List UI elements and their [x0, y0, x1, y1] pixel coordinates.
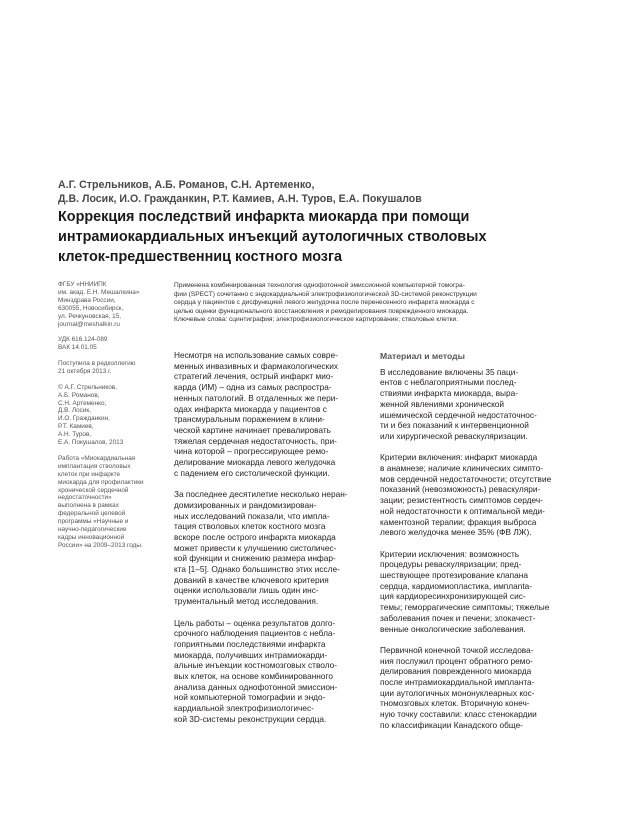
funding-note: [58, 455, 164, 550]
sidebar-line: им. акад. Е.Н. Мешалкина»: [58, 288, 140, 296]
text-line: показаний (невозможность) реваскуляри-: [380, 484, 541, 495]
text-line: или хирургической реваскуляризации.: [380, 430, 528, 441]
paragraph: [380, 452, 576, 538]
sidebar-line: ВАК 14.01.05: [58, 344, 97, 352]
text-line: срочного наблюдения пациентов с небла-: [174, 628, 336, 639]
text-line: кой 3D-системы реконструкции сердца.: [174, 713, 327, 724]
authors-line: А.Г. Стрельников, А.Б. Романов, С.Н. Артеменко,: [58, 179, 315, 191]
text-line: миокарда, получивших интрамиокарди-: [174, 649, 328, 660]
text-line: ентов с неблагоприятными послед-: [380, 377, 517, 388]
sidebar-line: хронической сердечной: [58, 486, 129, 494]
text-line: ных исследований показали, что импла-: [174, 510, 330, 521]
text-line: ческой картине начинает превалировать: [174, 424, 331, 435]
article-title: [58, 208, 588, 267]
text-line: кой функции и снижению размера инфар-: [174, 553, 336, 564]
text-line: чина которой – прогрессирующее ремо-: [174, 446, 329, 457]
abstract-line: целью оценки функционального восстановления и ремоделирования поврежденного миокарда.: [174, 307, 469, 315]
abstract-line: сердца у пациентов с дисфункцией левого желудочка после перенесенного инфаркта миокарда с: [174, 299, 475, 307]
abstract-line: фии (SPECT) сочетанно с эндокардиальной электрофизиологической 3D-системой реконструкции: [174, 290, 477, 298]
sidebar-line: программы «Научные и: [58, 518, 129, 526]
sidebar-line: выполнена в рамках: [58, 502, 119, 510]
text-line: венные онкологические заболевания.: [380, 623, 526, 634]
text-line: кта [1–5]. Однако большинство этих иссле-: [174, 564, 340, 575]
text-line: заболевания почек и печени; злокачест-: [380, 612, 536, 623]
title-line: Коррекция последствий инфаркта миокарда при помощи: [58, 209, 470, 225]
text-line: вых клеток, на основе комбинированного: [174, 671, 333, 682]
section-heading: Материал и методы: [380, 351, 465, 361]
text-line: ция кардиоресинхронизирующей сис-: [380, 591, 526, 602]
sidebar-line: Поступила в редколлегию: [58, 360, 136, 368]
text-line: Критерии исключения: возможность: [380, 548, 520, 559]
text-line: ния послужил процент обратного ремо-: [380, 655, 533, 666]
sidebar: [58, 281, 164, 558]
sidebar-line: С.Н. Артеменко,: [58, 399, 107, 407]
sidebar-line: России» на 2009–2013 годы.: [58, 541, 143, 549]
text-line: ной компьютерной томографии и эндо-: [174, 692, 326, 703]
text-line: сердца, кардиомиопластика, имплanta-: [380, 580, 533, 591]
text-line: вскоре после острого инфаркта миокарда: [174, 531, 336, 542]
text-line: карда (ИМ) – одна из самых распростра-: [174, 382, 332, 393]
sidebar-line: И.О. Гражданкин,: [58, 415, 110, 423]
abstract: [174, 282, 574, 325]
sidebar-line: © А.Г. Стрельников,: [58, 383, 117, 391]
paragraph: [380, 645, 576, 731]
text-line: оценки использовали лишь один инс-: [174, 585, 319, 596]
sidebar-line: 21 октября 2013 г.: [58, 367, 112, 375]
text-line: одах инфаркта миокарда у пациентов с: [174, 403, 327, 414]
text-line: каментозной терапии; фракция выброса: [380, 516, 537, 527]
text-line: ишемической сердечной недостаточнос-: [380, 409, 537, 420]
sidebar-line: федеральной целевой: [58, 510, 126, 518]
text-line: Несмотря на использование самых совре-: [174, 350, 338, 360]
text-line: с падением его систолической функции.: [174, 467, 330, 478]
text-line: ции аутологичных мононуклеарных кос-: [380, 687, 535, 698]
sidebar-line: научно-педагогические: [58, 526, 127, 534]
text-line: альные инъекции костномозговых стволо-: [174, 660, 338, 671]
sidebar-line: Работа «Миокардиальная: [58, 454, 136, 462]
text-line: дований в качестве ключевого критерия: [174, 574, 329, 585]
authors: [58, 178, 578, 206]
classification-codes: [58, 336, 164, 352]
sidebar-line: клеток при инфаркте: [58, 470, 121, 478]
text-line: после интрамиокардиальной импланта-: [380, 677, 535, 688]
text-line: трументальный метод исследования.: [174, 596, 319, 607]
text-line: левого желудочка менее 35% (ФВ ЛЖ).: [380, 527, 532, 538]
text-line: анализа данных однофотонной эмиссион-: [174, 681, 338, 692]
title-line: интрамиокардиальных инъекций аутологичных стволовых: [58, 228, 487, 245]
text-line: кардиальной электрофизиологичес-: [174, 703, 314, 714]
text-line: В исследование включены 35 паци-: [380, 366, 519, 377]
text-line: стратегий лечения, острый инфаркт мио-: [174, 371, 334, 382]
text-line: тация стволовых клеток костного мозга: [174, 521, 326, 532]
sidebar-line: Д.В. Лосик,: [58, 407, 92, 415]
sidebar-line: Р.Т. Камиев,: [58, 423, 94, 431]
text-line: За последнее десятилетие несколько неран-: [174, 489, 348, 500]
text-line: ненных патологий. В отдаленных же пери-: [174, 392, 339, 403]
text-line: зации; резистентность симптомов сердеч-: [380, 495, 543, 506]
text-line: делирование миокарда левого желудочка: [174, 457, 336, 468]
sidebar-line: имплантация стволовых: [58, 462, 131, 470]
text-line: домизированных и рандомизирован-: [174, 499, 317, 510]
text-line: трансмуральным поражением в клини-: [174, 414, 325, 425]
text-line: Критерии включения: инфаркт миокарда: [380, 452, 538, 463]
body-left-column: [174, 350, 370, 725]
text-line: ти и без показаний к интервенционной: [380, 420, 529, 431]
paragraph: [174, 618, 370, 725]
text-line: ную точку составили: класс стенокардии: [380, 709, 537, 720]
sidebar-line: 630055, Новосибирск,: [58, 304, 124, 312]
sidebar-line: Е.А. Покушалов, 2013: [58, 439, 124, 447]
sidebar-line: Минздрава России,: [58, 296, 116, 304]
sidebar-line: миокарда для профилактики: [58, 478, 144, 486]
text-line: ной недостаточности к оптимальной меди-: [380, 505, 545, 516]
text-line: темы; геморрагические симптомы; тяжелые: [380, 602, 550, 613]
text-line: менных инвазивных и фармакологических: [174, 360, 338, 371]
sidebar-line: кадры инновационной: [58, 533, 125, 541]
sidebar-line: А.Н. Туров,: [58, 431, 92, 439]
copyright: [58, 384, 164, 447]
text-line: мов сердечной недостаточности; отсутствие: [380, 473, 552, 484]
keywords-line: Ключевые слова: сцинтиграфия; электрофизиологическое картирование; стволовые клетки.: [174, 316, 459, 324]
text-line: тномозговых клеток. Вторичную конеч-: [380, 698, 530, 709]
paragraph: [174, 489, 370, 607]
text-line: Цель работы – оценка результатов долго-: [174, 617, 336, 628]
sidebar-line: ФГБУ «ННИИПК: [58, 281, 107, 288]
text-line: ствиями инфаркта миокарда, выра-: [380, 388, 518, 399]
sidebar-line: УДК 616.124-089: [58, 336, 108, 344]
text-line: гоприятными последствиями инфаркта: [174, 638, 326, 649]
text-line: может привести к улучшению систоличес-: [174, 542, 337, 553]
paragraph: [380, 549, 576, 635]
text-line: делирования поврежденного миокарда: [380, 666, 532, 677]
title-line: клеток-предшественниц костного мозга: [58, 248, 342, 265]
received-date: [58, 360, 164, 376]
text-line: в анамнезе; наличие клинических симпто-: [380, 463, 544, 474]
text-line: процедуры реваскуляризации; пред-: [380, 559, 522, 570]
sidebar-line: недостаточности»: [58, 494, 112, 502]
paragraph: [174, 350, 370, 478]
text-line: женной явлениями хронической: [380, 398, 505, 409]
text-line: тяжелая сердечная недостаточность, при-: [174, 435, 337, 446]
authors-line: Д.В. Лосик, И.О. Гражданкин, Р.Т. Камиев, А.Н. Туров, Е.А. Покушалов: [58, 193, 422, 205]
text-line: Первичной конечной точкой исследова-: [380, 644, 534, 655]
sidebar-email: journal@meshalkin.ru: [58, 320, 120, 328]
text-line: по классификации Канадского обще-: [380, 719, 523, 730]
sidebar-line: А.Б. Романов,: [58, 391, 100, 399]
paragraph: [380, 367, 576, 442]
affiliation: [58, 281, 164, 328]
text-line: шествующее протезирование клапана: [380, 570, 528, 581]
body-right-column: [380, 351, 576, 731]
abstract-line: Применена комбинированная технология однофотонной эмиссионной компьютерной томогра-: [174, 282, 465, 289]
sidebar-line: ул. Речкуновская, 15,: [58, 312, 122, 320]
